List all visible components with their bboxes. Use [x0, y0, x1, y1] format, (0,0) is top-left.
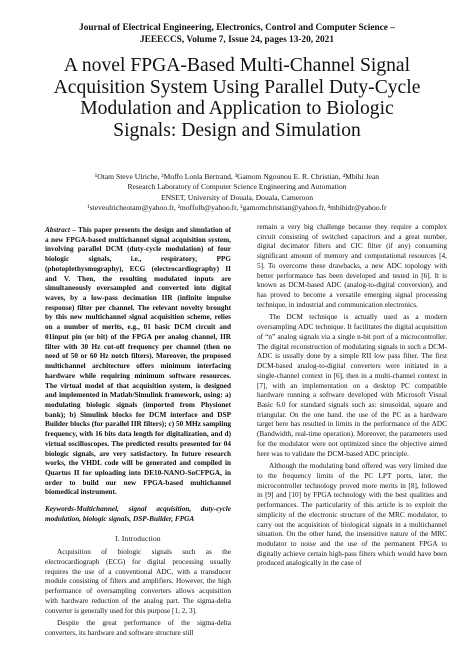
- title-line-3: Modulation and Application to Biologic: [80, 98, 394, 119]
- body-paragraph-1: remain a very big challenge because they require a complex circuit consisting of switched capacitors and a great number, digital decimator filters and CIC filter (if any) consuming significant amount of memory and computational resources [4, 5]. To overcome these drawbacks, a new ADC topology with better performance has been developed and tested in [6]. It is known as DCM-based ADC (analog-to-digital conversion), and has proved to become a versatile emerging signal processing technique, in industrial and communication electronics.: [257, 223, 447, 309]
- right-column: [257, 223, 447, 569]
- title-line-2: Acquisition System Using Parallel Duty-Cycle: [53, 76, 421, 98]
- author-block: [20, 172, 454, 213]
- author-names: ¹Otam Steve Ulriche, ²Moffo Lonla Bertrand, ³Gamom Ngounou E. R. Christian, ⁴Mbihi Jean: [94, 172, 380, 181]
- journal-line-2: JEEECCS, Volume 7, Issue 24, pages 13-20, 2021: [140, 35, 334, 45]
- journal-line-1: Journal of Electrical Engineering, Electronics, Control and Computer Science –: [79, 23, 395, 33]
- title-line-4: Signals: Design and Simulation: [113, 119, 361, 141]
- journal-header: [30, 22, 444, 46]
- abstract: [45, 226, 231, 498]
- keywords: [45, 505, 231, 524]
- section-heading-introduction: I. Introduction: [115, 533, 161, 543]
- body-paragraph-3: Although the modulating band offered was very limited due to the frequency limits of the PC LPT ports, later, the microcontroller technology proved more merits in [8], followed in [9] and [10] by FPGA technology with the best qualities and performances. The particularity of this article is to exploit the simplicity of the electronic structure of the MRC modulator, to carry out the acquisition of biological signals in a multichannel situation. On the other hand, the insensitive nature of the MRC modulator to noise and the use of the permanent FPGA to digitally achieve certain high-pass filters which would have been produced analogically in the case of: [257, 462, 447, 568]
- intro-paragraph-1: Acquisition of biologic signals such as the electrocardiograph (ECG) for digital processing usually requires the use of a conventional ADC, with a transducer module consisting of filters and amplifiers. However, the high performance of oversampling converters allows acquisition with hardware reduction of the analog part. The sigma-delta converter is generally used for this purpose [1, 2, 3].: [45, 548, 231, 615]
- keywords-text: -Multichannel, signal acquisition, duty-cycle modulation, biologic signals, DSP-Builder, FPGA: [45, 505, 231, 523]
- affiliation-lab: Research Laboratory of Computer Science Engineering and Automation: [127, 182, 347, 192]
- paper-title: [20, 55, 454, 141]
- affiliation-university: ENSET, University of Douala, Douala, Cameroon: [160, 192, 314, 202]
- title-line-1: A novel FPGA-Based Multi-Channel Signal: [63, 55, 411, 76]
- body-paragraph-2: The DCM technique is actually used as a modern oversampling ADC technique. It facilitates the digital acquisition of “n” analog signals via a single n-bit port of a microcontroller. The digital reconstruction of modulating signals in such a DCM-ADC is usually done by a simple RII low pass filter. The first DCM-based analog-to-digital converters were initiated in a single-channel context in [6], then in a multi-channel context in [7], with an implementation on a desktop PC compatible hardware running a software developed with Microsoft Visual Basic 6.0 for standard signals such as: sinusoidal, square and triangular. On the one hand. the use of the PC as a hardware target here has resulted in limits in the performance of the ADC (Bandwidth, real-time operation). Moreover, the parameters used for the modulator were not optimized since the objective aimed here was to validate the DCM-based ADC principle.: [257, 313, 447, 458]
- author-emails: ¹steveulricheotam@yahoo.fr, ²moffolb@yahoo.fr, ³gamomchristian@yahoo.fr, ⁴mbihidr@yahoo.fr: [87, 202, 387, 212]
- keywords-label: Keywords: [45, 505, 74, 514]
- abstract-text: – This paper presents the design and simulation of a new FPGA-based multichannel signal acquisition system, involving parallel DCM (duty-cycle modulation) of four biologic signals, i.e., respiratory, PPG (photoplethysmography), ECG (electrocardiography) II and V. Then, the resulting modulated inputs are simultaneously oversampled and converted into digital waves, by a low-pass decimation IIR (infinite impulse response) filter per channel. The relevant novelty brought by this new multichannel signal acquisition scheme, relies on a number of merits, e.g., 01 basic DCM circuit and 01input pin (or bit) of the FPGA per analog channel, IIR filter with 30 Hz cut-off frequency per channel (then no need of 50 or 60 Hz notch filters). Moreover, the proposed multichannel architecture offers minimum interfacing hardware while requiring minimum software resources. The virtual model of that acquisition system, is designed and implemented in Matlab/Simulink framework, using: a) modulating biologic signals (imported from Physionet bank); b) Simulink blocks for DCM interface and DSP Builder blocks (for parallel IIR filters); c) 50 MHz sampling frequency, with 16 bits data length for digitalization, and d) virtual oscilloscopes. The predicted results presented for 04 biologic signals, are very satisfactory. In future research works, the VHDL code will be generated and compiled in Quartus II for uploading into DE10-NANO-SoCFPGA, in order to build our new FPGA-based multichannel biomedical instrument.: [45, 226, 231, 497]
- intro-paragraph-2: Despite the great performance of the sigma-delta converters, its hardware and software structure still: [45, 619, 231, 638]
- left-column: [45, 226, 231, 639]
- abstract-label: Abstract: [45, 226, 70, 234]
